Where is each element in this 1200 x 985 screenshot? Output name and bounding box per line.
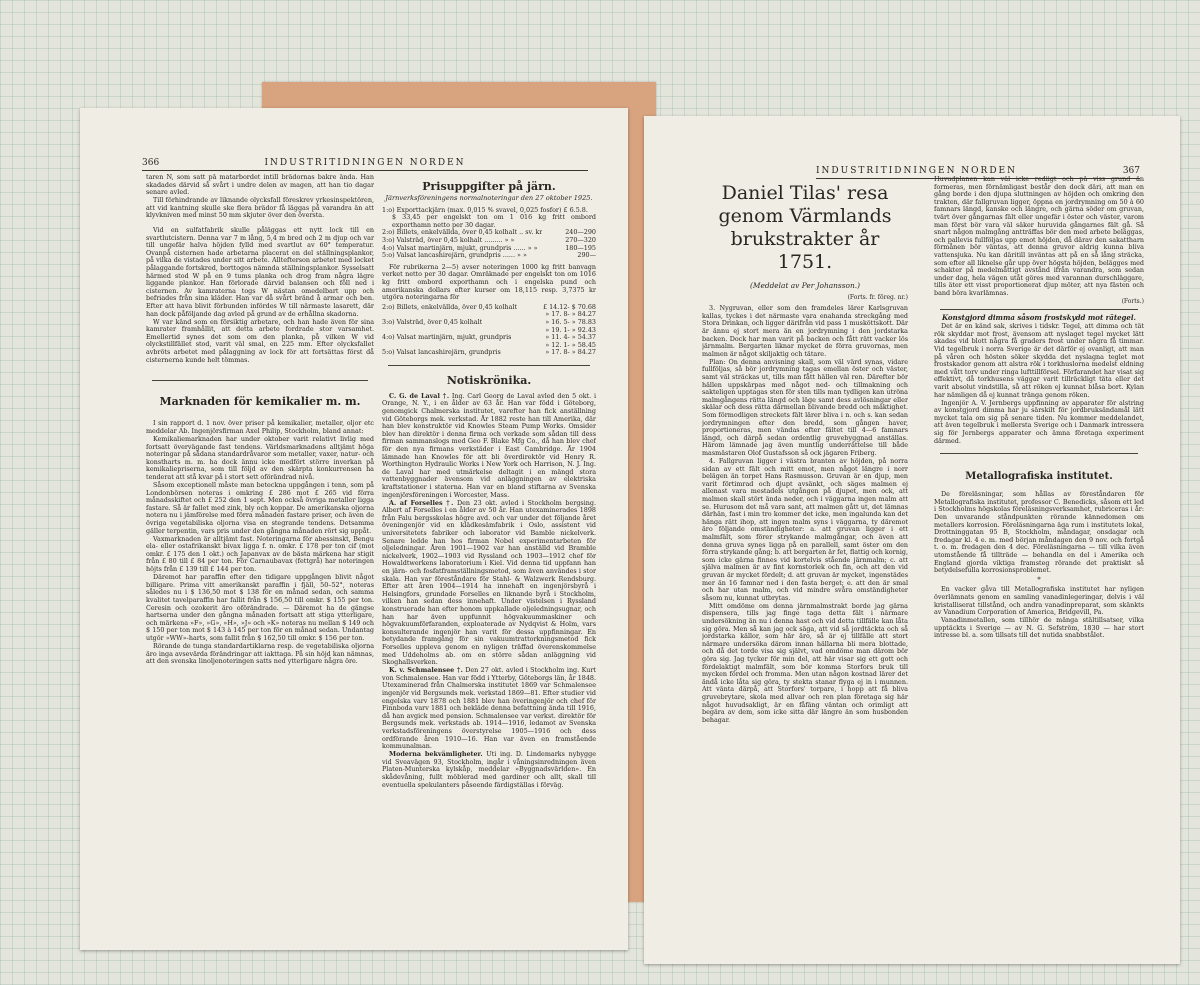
paragraph: Plan: On denna anvisning skall, som väl värd synas, vidare fullföljas, så bör jordrymning tagas emellan öster och väster, samt väl sträckas ut, tills man fått hällen väl ren. Därefter bör hällen uppskärpas med något ned- och tillmakning och sakteligen upptagas sten för sten tills man tydligen kan utröna malmgångens rätta längd och läge samt dess avlösningar eller skälar och dess rätta därmellan blivande bredd och mäktighet. Som förmodligen streckets fält lärer bliva i n. och s. kan sedan jordrymningen efter den bredd, som gången haver, proportioneras, men vändas efter fältet till 4—6 famnars längd, och därpå sedan ordentlig gruvebyggnad anställas. Härom lämnade jag även muntlig underrättelse till både masmästaren Olof Gustafsson så ock jägaren Friberg. <box>702 357 908 457</box>
price-label: 2:o) Billets, enkelvällda, över 0,45 kolhalt .. sv. kr <box>382 229 543 237</box>
notis-heading: C. G. de Laval †. <box>389 391 450 400</box>
price-row <box>382 229 596 237</box>
paragraph: Vaxmarknaden är alltjämt fast. Noteringarna för abessinskt, Bengu ela- eller ostafrikanskt bivax ligga f. n. omkr. £ 178 per ton cif (mot omkr. £ 175 den 1 okt.) och Japanvax av de bästa märkena har stigit från £ 80 till £ 84 per ton. För Carnaubavax (fettgrå) har noteringen höjts från £ 139 till £ 144 per ton. <box>146 534 374 574</box>
price-row <box>382 252 596 260</box>
paragraph: Mitt omdöme om denna järnmalmstrakt borde jag gärna dispensera, tills jag finge taga detta fält i närmare undersökning än nu i denna hast och vid detta tillfälle kan låta sig göra. Men så kan jag ock säga, att vid så jordtäckta och så jordstarka källor, som här äro, så är ej tillfälle att stort närmare undersöka därom innan hällarna bli mera blottade, och då det torde visa sig självt, vad omdöme man därom bör göra sig. Jag tycker för min del, att här visar sig ett gott och fördelaktigt malmfält, som bör komma Storfors bruk till mycken fördel och fromma. Men utan någon kostnad lärer det ändå icke låta sig göra, ty stekta stanar flyga ej in i munnen. Att vänta därpå, att Storfors' torpare, i hopp att få bliva gruvebrytare, skola med allvar och ren plan företaga sig här något huvudsakligt, är en fåfäng väntan och orimligt att begära av dem, som icke sitta där längre än som husbonden behagar. <box>702 601 908 724</box>
price-value: £ 14.12- $ 70.68 <box>543 302 596 311</box>
paragraph: De föreläsningar, som hållas av föreståndaren för Metallografiska institutet, professor C. Benedicks, såsom ett led i Stockholms högskolas föreläsningsverksamhet, rubriceras i år: Den unvarande ståndpunkten rörande kännedomen om metallers korrosion. Föreläsningarna äga rum i institutets lokal, Drottninggatan 95 B, Stockholm, måndagar, onsdagar och fredagar kl. 4 e. m. med början måndagen den 9 nov. och fortgå t. o. m. fredagen den 4 dec. Föreläsningarna — till vilka även utomstående få tillträde — behandla en del i Amerika och England gjorda viktiga framsteg rörande det praktiskt så betydelsefulla korrosionsproblemet. <box>934 490 1144 575</box>
right-col-1 <box>702 176 908 956</box>
price-value: » 11. 4- » 54.37 <box>545 333 596 342</box>
section-rule <box>388 365 590 366</box>
left-col-1 <box>146 174 374 944</box>
section-title-metallografiska: Metallografiska institutet. <box>965 471 1113 483</box>
section-rule <box>940 453 1138 454</box>
price-label: 5:o) Valsat lancashirejärn, grundpris ...... » » <box>382 252 527 260</box>
price-note: För rubrikerna 2—5) avser noteringen 1000 kg fritt banvagn verket netto per 30 dagar. Omräknade per engelskt ton om 1016 kg fritt ombord exporthamn och i engelska pund och amerikanska dollars efter kurser om 18,115 resp. 3,7375 kr utgöra noteringarna för <box>382 262 596 302</box>
price-table-2 <box>382 304 596 357</box>
right-col-2 <box>934 176 1144 956</box>
price-value: » 17. 8- » 84.27 <box>545 310 596 319</box>
notis-heading: A. af Forselles †. <box>389 498 454 507</box>
price-row <box>382 214 596 229</box>
section-rule <box>152 380 368 381</box>
continued-note: (Forts. fr. föreg. nr.) <box>847 293 908 301</box>
paragraph: Rörande de tunga standardartiklarna resp. de vegetabiliska oljorna äro inga avsevärda förändringar att iakttaga. På sin höjd kan nämnas, att den svenska linoljenoteringen satts ned ytterligare några öre. <box>146 641 374 666</box>
paragraph: taren N, som satt på matarbordet intill brädornas bakre ända. Han skadades därvid så svårt i undre delen av magen, att han tio dagar senare avled. <box>146 174 374 197</box>
price-label: 4:o) Valsat martinjärn, mjukt, grundpris ...... » » <box>382 244 538 252</box>
notis-forselles <box>382 500 596 667</box>
journal-title: INDUSTRITIDNINGEN NORDEN <box>264 158 466 168</box>
price-table-1 <box>382 207 596 260</box>
price-label: 3:o) Valsträd, över 0,45 kolhalt ......... » » <box>382 236 515 244</box>
journal-title: INDUSTRITIDNINGEN NORDEN <box>816 166 1017 176</box>
notis-laval <box>382 393 596 499</box>
price-value: » 16. 5- » 78.83 <box>545 317 596 326</box>
price-row <box>382 237 596 245</box>
paragraph: 4. Fallgruvan ligger i västra branten av höjden, på norra sidan av ett fält och mitt emot, men något längre i norr belägen än torpet Hans Rasmusson. Gruvan är en djup, men varit förtimrad och djupt avsänkt, och säges malmen ej allenast vara mestadels utgången på djupet, men ock, att malmen skall stört ända neder, och i väggarna ingen malm att se. Hurusom det må vara sant, att malmen gått ut, det lämnas därhän, fast i min tro kommer det icke, men ingalunda kan det hänga rätt ihop, att ingen malm syns i väggarna, ty däremot äro följande omständigheter: a. att gruvan ligger i ett malmfält, som förer strykande malmgångar, och även att denna gruva synes ligga på en parallell, samt öster om den förra strykande gång; b. att bergarten är fet, flattig och kornig, som icke gärna finnes vid kortelvis stående järnmalm; c. att själva malmen är av fint kornstorlek och fin, och att den vid gruvan är mycket fördelt; d. att gruvan är mycket, ingenstädes mer än 16 famnar ned i den fasta berget; e. att den är smal och har utan malm, och vid mindre svåra omständigheter såsom nu, kunnat utbrytas. <box>702 457 908 602</box>
running-head-left <box>142 156 588 171</box>
page-number: 367 <box>1122 166 1140 176</box>
continued-marker: (Forts.) <box>1121 298 1144 305</box>
paragraph: 3. Nygruvan, eller som den framdeles lärer Karlsgruvan kallas, tyckes i det närmaste vara enahanda streckgång med Stora Drinkan, och ligger därifrån vid pass 1 musköttskott. Där är ännu ej stort mera än en jordrymning i den jordstarka backen. Dock har man varit på backen och fått rätt vacker lös järnmalm. Bergarten liknar mycket de förra gruvornas, men malmen är något skiljaktig och tätare. <box>702 304 908 358</box>
section-title-marknaden: Marknaden för kemikalier m. m. <box>159 395 361 409</box>
left-col-2 <box>382 174 596 944</box>
notis-schmalensee <box>382 667 596 751</box>
price-value: 180—195 <box>565 243 596 252</box>
paragraph: Däremot har paraffin efter den tidigare uppgången blivit något billigare. Prima vitt amerikanskt paraffin i fjäll, 50–52°, noteras således nu i $ 136,50 mot $ 138 för en månad sedan, och samma kvalitet tavelparaffin har fallit från $ 156,50 till omkr. $ 155 per ton. Ceresin och ozokerit äro oförändrade. — Däremot ha de gängse hartserna under den gångna månaden fortsatt att stiga ytterligare, och märkena »F», »G», »H», »J» och »K» noteras nu mellan $ 149 och $ 150 per ton mot $ 143 à 145 per ton för en månad sedan. Undantag utgör »WW»-harts, som fallit från $ 162,50 till omkr. $ 156 per ton. <box>146 573 374 642</box>
paragraph: Det är en känd sak, skrives i tidskr. Tegel, att dimma och tät rök skyddar mot frost, ävensom att nyslaget tegel mycket lätt skadas vid blott några få graders frost under några få timmar. Vid tegelbruk i norra Sverige är det därför ej ovanligt, att man på våren och hösten söker skydda det nyslagna teglet mot frostskador genom att alstra rök i torkhuslorna medelst eldning med vått torv under ringa lufttillförsel. Förfarandet har visat sig effektivt, då torkhusens väggar varit tillräckligt täta eller det varit absolut vindstilla, så att röken ej kunnat blåsa bort. Kylan har nämligen då ej kunnat tränga genom röken. <box>934 322 1144 399</box>
page-366 <box>80 108 628 950</box>
price-label: 1:o) Exporttackjärn (max. 0,015 % svavel, 0,025 fosfor) £ 6.5.8. <box>382 206 588 214</box>
page-367 <box>644 116 1180 964</box>
paragraph: W var känd som en försiktig arbetare, och han hade även för sina kamrater framhållit, att detta arbete fordrade stor varsamhet. Emellertid synes det som om den planka, på vilken W vid olyckstillfället stod, varit väl smal, en 225 mm. Efter olycksfallet avbröts arbetet med pålaggning av lock för att fortsättas först då cisternerna kunde helt tömmas. <box>146 317 374 364</box>
notis-body: Den 23 okt. avled i Stockholm bergsing. Albert af Forselles i en ålder av 50 år. Han utexaminerades 1898 från Falu bergsskolas högre avd. och var under det följande året öveningenjör vid en klädkesämfabrik i Oslo, assistent vid universitetets fabriker och laborator vid Bamble nickelverk. Senare ledde han hos firman Nobel experimentarbeten för oljeledningar. Åren 1901—1902 var han anställd vid Bramble nickelverk, 1902—1903 vid Ryssland och 1903—1912 chef för Howaldtwerkens laboratorium i Kiel. Vid denna tid uppfann han en järn- och fosfatframställningsmetod, som även användes i stor skala. Han var föreståndare för Stahl- & Walzwerk Rendsburg. Efter att åren 1904—1914 ha innehaft en ingenjörsbyrå i Helsingfors, grundade Forselles en liknande byrå i Stockholm, vilken han sedan dess innehaft. Under vistelsen i Ryssland konstruerade han efter honom uppkallade oljeledningsugnar, och han har även uppfunnit högvakuummaskiner och högvakuumförfaranden, exploaterade av Nydqvist & Holm, vars konsulterande ingenjör han varit för dessa uppfinningar. En betydande framgång för sin vakuumtrattorkningsmetod fick Forselles uppleva genom en nyligen träffad överenskommelse med Uddeholms ab. om en större sådan anläggning vid Skoghallsverken. <box>382 498 596 667</box>
price-row <box>382 349 596 357</box>
price-label: 2:o) Billets, enkelvällda, över 0,45 kolhalt <box>382 303 518 311</box>
article-title: Daniel Tilas' resa genom Värmlands brukstrakter år 1751. <box>718 182 892 273</box>
price-value: 270—320 <box>565 235 596 244</box>
notis-body: Uti ing. D. Lindemarks nybygge vid Sveavägen 93, Stockholm, ingår i våningsinredningen även Platen-Munterska kylskåp, meddelar »Byggnadsvärlden». En skådevåning, fullt möblerad med gardiner och allt, skall till eventuella spekulanters påseende färdigställas i förväg. <box>382 750 596 789</box>
page-number: 366 <box>142 158 160 168</box>
paragraph: Till förhindrande av liknande olycksfall föreskrev yrkesinspektören, att vid kantning skulle ske flera brädor få läggas på varandra än att klyvkniven med minst 50 mm skjuter över den översta. <box>146 196 374 220</box>
article-byline: (Meddelat av Per Johansson.) <box>750 281 860 290</box>
separator-star: * <box>1037 575 1041 584</box>
section-rule <box>940 309 1138 310</box>
price-value: » 19. 1- » 92.43 <box>545 325 596 334</box>
price-label: 5:o) Valsat lancashirejärn, grundpris <box>382 349 501 357</box>
paragraph: Såsom exceptionell måste man beteckna uppgången i tenn, som på Londonbörsen noteras i omkring £ 286 mot £ 265 vid förra månadsskiftet och £ 252 den 1 sept. Men också övriga metaller ligga fastare. Så är fallet med zink, bly och koppar. De amerikanska oljorna notera nu i jämförelse med förra månaden fastare priser, och även de övriga vegetabiliska oljorna visa en stegrande tendens. Detsamma gäller terpentin, vars pris under den gångna månaden rört sig uppåt. <box>146 481 374 535</box>
price-value: » 17. 8- » 84.27 <box>545 348 596 357</box>
notis-body: Ing. Carl Georg de Laval avled den 5 okt. i Orange, N. Y., i en ålder av 63 år. Han var född i Göteborg, genomgick Chalmerska institutet, varefter han fick anställning vid Göteborgs mek. verkstad. År 1882 reste han till Amerika, där han blev konstruktör vid Knowles Steam Pump Works. Omsider blev han direktör i denna firma och verkade som sådan till dess firman sammanslogs med Geo F. Blake Mfg Co., då han blev chef för den nya firmans verkstäder i East Cambridge. År 1904 lämnade han Knowles för att bli överdirektör vid Henry R. Worthington Hydraulic Works i New York och Harrison, N. J. Ing. de Laval har med utmärkelse deltagit i en mängd stora vattenbyggnader ävensom vid anläggningen av elektriska kraftstationer i staterna. Han var en bland stiftarna av Svenska ingenjörsföreningen i Worcester, Mass. <box>382 391 596 499</box>
notis-body: Den 27 okt. avled i Stockholm ing. Kurt von Schmalensee. Han var född i Ytterby, Göteborgs län, år 1848. Utexaminerad från Chalmerska institutet 1869 var Schmalensee ingenjör vid Bergsunds mek. verkstad 1869—81. Efter studier vid engelska varv 1878 och 1881 blev han överingenjör och chef för Finnboda varv 1881 och bekläde denna befattning ända till 1916, då han avgick med pension. Schmalensee var verkst. direktör för Bergsunds mek. verkstads ab. 1914—1916, ledamot av Svenska verkstadsföreningens överstyrelse 1905—1916 och dess ordförande åren 1910—16. Han var även en framstående kommunalman. <box>382 666 596 751</box>
price-value: » 12. 1- » 58.45 <box>545 340 596 349</box>
section-title-notiskronika: Notiskrönika. <box>446 373 532 387</box>
price-label: $ 33,45 per engelskt ton om 1 016 kg fritt ombord exporthamn netto per 30 dagar. <box>392 213 596 229</box>
price-value: 290— <box>577 251 596 260</box>
section-title-konstgjord: Konstgjord dimma såsom frostskydd mot rätegel. <box>942 312 1136 322</box>
paragraph: Ingenjör A. V. Jernbergs uppfinning av apparater för alstring av konstgjord dimma har ju särskilt för jordbruksändamål lätt mycket tala om sig på senare tiden. Nu kommer meddelandet, att även tegelbruk i mellersta Sverige och i Danmark intresserа sig för Jernbergs apparater och ämna företaga experiment därmed. <box>934 398 1144 445</box>
paragraph: En vacker gåva till Metallografiska institutet har nyligen överlämnats genom en samling vanadinlegeringar, delvis i väl kristalliserat tillstånd, och andra vanadinpreparat, som skänkts av Vanadium Corporation of America, Bridgevill, Pa. <box>934 585 1144 617</box>
paragraph: Vid en sulfatfabrik skulle påläggas ett nytt lock till en svartlutcistern. Denna var 7 m lång, 5,4 m bred och 2 m djup och var till ungefär halva höjden fylld med svartlut av 60° temperatur. Ovanpå cisternen hade arbetarna placerat en del ställningsplankor, på vilka de vistades under sitt arbete. Alltefterson arbetet med locket pålaggande fortskred, borttogos nämnda ställningsplankor. Sysselsatt härmed stod W på en 9 tums planka och drog fram några lägre liggande plankor. Han förlorade därvid balansen och föll ned i cisternen. Av kamraterna togs W nästan omedelbart upp och befriades från sina kläder. Han var då svårt bränd å armar och ben. Efter att hava blivit förbunden infördes W till närmaste lasarett, där han dock påföljande dag avled på grund av de erhållna skadorna. <box>146 226 374 318</box>
price-row <box>382 245 596 253</box>
section-title-prisuppgifter: Prisuppgifter på järn. <box>422 180 556 193</box>
notis-heading: K. v. Schmalensee †. <box>389 666 463 675</box>
paragraph: Kemikaliemarknaden har under oktober varit relativt livlig med fortsatt övervägande fast tendens. Världsmarknadens alltjämt höga noteringar på sådana standardråvaror som metaller, vaxer, natur- och konstharts m. m. ha dock ännu icke medfört större inverkan på kemikaliepriserna, som till följd av den skärpta konkurrensen ha tenderat att stå kvar på i stort sett oförändrad nivå. <box>146 434 374 481</box>
price-value: 240—290 <box>565 228 596 237</box>
paragraph: Huvudplanen kan väl icke rediigt och på viss grund än formeras, men förnämligast består den dock däri, att man en gång borde i den djupa sluttningen av höjden och omkring den trakten, där fallgruvan ligger, öppna en jordrymning om 50 à 60 famnars längd, kanske och längre, och gärna söder om gruvan, tvärt över gångarnas fält eller ungefär i öster och väster, varom man först bör vara väl säker huruvida gångarnes fält gå. Så snart någon malmgång antträffas bör den med arbete beläggas, och pallevis fullföljas upp emot höjden, då därav den sakattharn förmånen bör väntas, att denna gruvor aldrig kunna bliva vattensjuka. Nu kan däritill inväntas att på en så lång sträcka, som efter all liknelse går upp över högsta höjden, belägges med schakter på medelmåttigt avstånd ifrån varandra, som sedan under dag, hela vägen utåt göres med varannan durschläggarе, tills äter ett visst proportionerat djup möter, att nya fästen och band böra kvarlämnas. <box>934 176 1144 297</box>
price-label: 4:o) Valsat martinjärn, mjukt, grundpris <box>382 334 512 342</box>
notis-heading: Moderna bekvämligheter. <box>389 750 483 759</box>
paragraph: I sin rapport d. 1 nov. över priser på kemikalier, metaller, oljor etc meddelar Ab. Ingenjörsfirman Axel Philip, Stockholm, bland annat: <box>146 419 374 435</box>
section-subtitle: Järnverksföreningens normalnoteringar den 27 oktober 1925. <box>385 194 593 202</box>
price-label: 3:o) Valsträd, över 0,45 kolhalt <box>382 318 483 326</box>
paragraph: Vanadinmetallen, som tillhör de mänga stältillsatser, vilka upptäckts i Sverige — av N. G. Sefström, 1830 — har stort intresse bl. a. som tillsats till det nutida snabbstålet. <box>934 616 1144 640</box>
notis-moderna <box>382 751 596 789</box>
